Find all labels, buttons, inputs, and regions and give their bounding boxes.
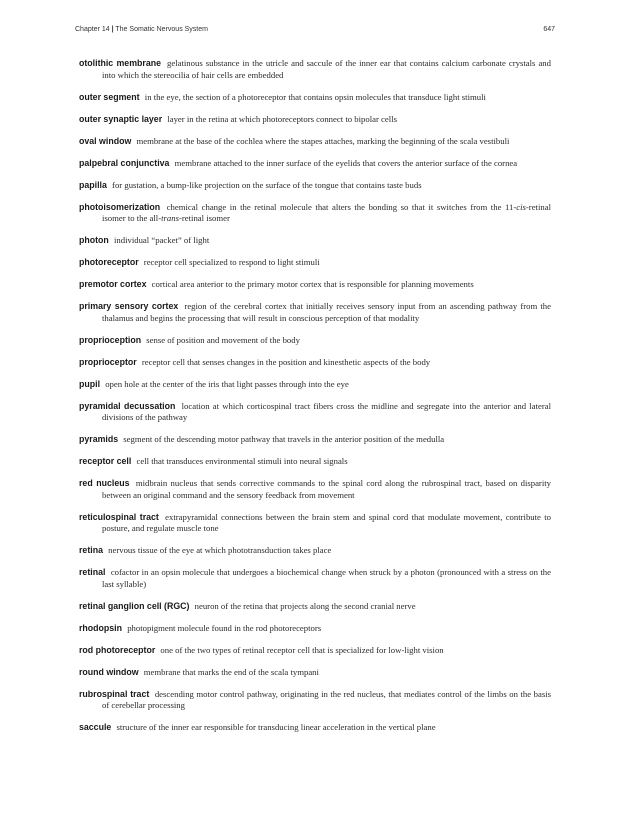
glossary-entry bbox=[79, 401, 551, 424]
glossary-term: receptor cell bbox=[79, 456, 132, 467]
glossary-entry bbox=[79, 667, 551, 679]
glossary-term: rod photoreceptor bbox=[79, 644, 156, 655]
glossary-term: outer segment bbox=[79, 91, 140, 102]
glossary-definition: in the eye, the section of a photoreceptor that contains opsin molecules that transduce light stimuli bbox=[144, 91, 486, 102]
glossary-definition: receptor cell specialized to respond to light stimuli bbox=[143, 257, 320, 268]
glossary-term: photon bbox=[79, 235, 109, 246]
glossary-definition: midbrain nucleus that sends corrective commands to the spinal cord along the rubrospinal tract, based on disparity between an original command and the sensory feedback from movement bbox=[102, 478, 552, 500]
glossary-entry bbox=[79, 722, 551, 734]
glossary-term: premotor cortex bbox=[79, 279, 147, 290]
chapter-prefix: Chapter 14 bbox=[75, 26, 110, 33]
glossary-definition: membrane that marks the end of the scala tympani bbox=[143, 666, 319, 677]
glossary-entry bbox=[79, 645, 551, 657]
glossary-term: rhodopsin bbox=[79, 622, 123, 633]
glossary-term: rubrospinal tract bbox=[79, 688, 150, 699]
definition-part: chemical change in the retinal molecule that alters the bonding so that it switches from the 11- bbox=[166, 201, 517, 212]
glossary-entry bbox=[79, 545, 551, 557]
glossary-term: retinal ganglion cell (RGC) bbox=[79, 600, 190, 611]
glossary-entry bbox=[79, 434, 551, 446]
glossary-definition: cortical area anterior to the primary motor cortex that is responsible for planning movements bbox=[151, 279, 474, 290]
glossary-term: round window bbox=[79, 666, 139, 677]
glossary-definition: segment of the descending motor pathway that travels in the anterior position of the medulla bbox=[123, 434, 445, 445]
glossary-definition: sense of position and movement of the body bbox=[146, 334, 300, 345]
glossary-term: palpebral conjunctiva bbox=[79, 157, 170, 168]
glossary-term: red nucleus bbox=[79, 478, 130, 489]
glossary-entry bbox=[79, 92, 551, 104]
glossary-term: oval window bbox=[79, 135, 132, 146]
glossary-definition: gelatinous substance in the utricle and saccule of the inner ear that contains calcium carbonate crystals and into which the stereocilia of hair cells are embedded bbox=[102, 58, 551, 80]
glossary-definition: nervous tissue of the eye at which phototransduction takes place bbox=[108, 545, 332, 556]
glossary-entry bbox=[79, 478, 551, 501]
glossary-definition: extrapyramidal connections between the brain stem and spinal cord that modulate movement, contribute to posture, and regulate muscle tone bbox=[102, 511, 551, 534]
glossary-entry bbox=[79, 114, 551, 126]
glossary-definition: membrane attached to the inner surface of the eyelids that covers the anterior surface of the cornea bbox=[174, 157, 518, 168]
glossary-term: pupil bbox=[79, 378, 101, 389]
glossary-term: retina bbox=[79, 545, 103, 556]
italic-cis: cis bbox=[516, 201, 526, 212]
header-separator: | bbox=[111, 26, 114, 33]
italic-trans: trans bbox=[161, 213, 179, 224]
glossary-definition: individual “packet” of light bbox=[113, 235, 210, 246]
glossary-definition: for gustation, a bump-like projection on the surface of the tongue that contains taste buds bbox=[112, 179, 422, 190]
glossary-term: outer synaptic layer bbox=[79, 113, 163, 124]
glossary-term: reticulospinal tract bbox=[79, 511, 159, 522]
glossary-entry bbox=[79, 567, 551, 590]
glossary-entry bbox=[79, 357, 551, 369]
glossary-term: papilla bbox=[79, 179, 107, 190]
glossary-definition bbox=[102, 202, 551, 224]
glossary-term: proprioception bbox=[79, 334, 142, 345]
glossary-entry bbox=[79, 301, 551, 324]
glossary-term: primary sensory cortex bbox=[79, 301, 179, 312]
glossary-entry bbox=[79, 202, 551, 225]
glossary-definition: structure of the inner ear responsible for transducing linear acceleration in the vertical plane bbox=[116, 722, 436, 733]
glossary-definition: cofactor in an opsin molecule that undergoes a biochemical change when struck by a photon (pronounced with a stress on the last syllable) bbox=[102, 567, 551, 589]
glossary-entry bbox=[79, 136, 551, 148]
glossary-term: proprioceptor bbox=[79, 356, 137, 367]
glossary-entry bbox=[79, 180, 551, 192]
glossary-term: photoreceptor bbox=[79, 257, 139, 268]
glossary-list bbox=[79, 58, 551, 744]
glossary-definition: photopigment molecule found in the rod photoreceptors bbox=[127, 622, 322, 633]
definition-part: -retinal isomer to the all- bbox=[102, 201, 551, 224]
page-number: 647 bbox=[543, 26, 555, 33]
glossary-entry bbox=[79, 512, 551, 535]
glossary-definition: region of the cerebral cortex that initially receives sensory input from an ascending pathway from the thalamus and begins the processing that will result in conscious perception of that modality bbox=[102, 301, 552, 323]
glossary-entry bbox=[79, 257, 551, 269]
glossary-entry bbox=[79, 456, 551, 468]
glossary-definition: layer in the retina at which photoreceptors connect to bipolar cells bbox=[167, 113, 397, 124]
glossary-term: pyramids bbox=[79, 434, 119, 445]
glossary-definition: one of the two types of retinal receptor cell that is specialized for low-light vision bbox=[160, 644, 444, 655]
running-header bbox=[75, 26, 555, 38]
glossary-entry bbox=[79, 335, 551, 347]
glossary-entry bbox=[79, 58, 551, 81]
glossary-definition: descending motor control pathway, originating in the red nucleus, that mediates control of the limbs on the basis of cerebellar processing bbox=[102, 688, 552, 711]
glossary-term: saccule bbox=[79, 722, 112, 733]
glossary-term: photoisomerization bbox=[79, 201, 161, 212]
glossary-term: otolithic membrane bbox=[79, 58, 161, 68]
glossary-entry bbox=[79, 158, 551, 170]
glossary-entry bbox=[79, 623, 551, 635]
glossary-entry bbox=[79, 601, 551, 613]
chapter-heading bbox=[75, 26, 208, 33]
glossary-definition: membrane at the base of the cochlea where the stapes attaches, marking the beginning of the scala vestibuli bbox=[136, 135, 510, 146]
glossary-definition: receptor cell that senses changes in the position and kinesthetic aspects of the body bbox=[141, 356, 431, 367]
glossary-entry bbox=[79, 689, 551, 712]
glossary-entry bbox=[79, 279, 551, 291]
glossary-definition: cell that transduces environmental stimuli into neural signals bbox=[136, 456, 348, 467]
chapter-title: The Somatic Nervous System bbox=[115, 26, 208, 33]
glossary-definition: open hole at the center of the iris that light passes through into the eye bbox=[105, 378, 349, 389]
glossary-term: pyramidal decussation bbox=[79, 400, 176, 411]
glossary-entry bbox=[79, 379, 551, 391]
glossary-term: retinal bbox=[79, 567, 106, 578]
glossary-definition: neuron of the retina that projects along the second cranial nerve bbox=[194, 600, 416, 611]
glossary-entry bbox=[79, 235, 551, 247]
definition-part: -retinal isomer bbox=[178, 213, 230, 224]
glossary-definition: location at which corticospinal tract fibers cross the midline and segregate into the anterior and lateral divisions of the pathway bbox=[102, 400, 552, 423]
